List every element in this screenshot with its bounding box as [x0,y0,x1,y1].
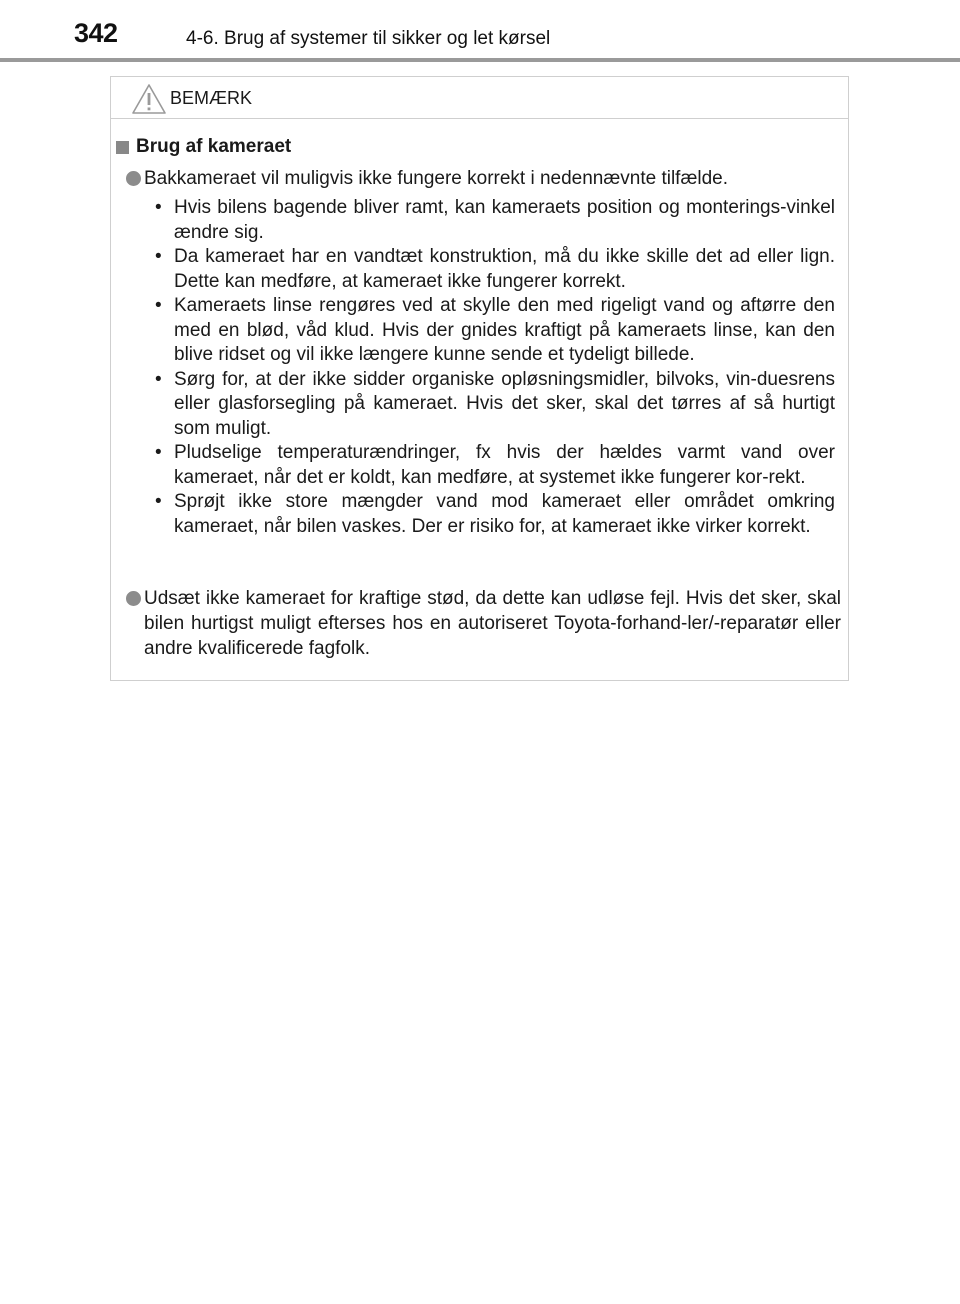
closing-text: Udsæt ikke kameraet for kraftige stød, da dette kan udløse fejl. Hvis det sker, skal bilen hurtigst muligt efterses hos en autoriseret Toyota-forhand-ler/-reparatør eller andre kvalificerede fagfolk. [144,588,841,659]
notice-label: BEMÆRK [170,88,253,108]
subheading-text: Brug af kameraet [136,136,292,157]
list-item: • Sprøjt ikke store mængder vand mod kameraet eller området omkring kameraet, når bilen vaskes. Der er risiko for, at kameraet ikke virker korrekt. [155,490,835,539]
intro-item [126,166,841,191]
section-title: 4-6. Brug af systemer til sikker og let kørsel [186,28,551,49]
list-item: • Pludselige temperaturændringer, fx hvis der hældes varmt vand over kameraet, når det er koldt, kan medføre, at systemet ikke fungerer kor-rekt. [155,441,835,490]
list-item: • Sørg for, at der ikke sidder organiske opløsningsmidler, bilvoks, vin-duesrens eller glasforsegling på kameraet. Hvis det sker, skal det tørres af så hurtigt som muligt. [155,368,835,442]
notice-header [111,77,848,119]
circle-bullet-icon [126,591,141,606]
warning-triangle-icon [131,83,167,115]
notice-box [110,76,849,681]
list-item: • Da kameraet har en vandtæt konstruktion, må du ikke skille det ad eller lign. Dette kan medføre, at kameraet ikke fungerer korrekt. [155,245,835,294]
list-item: • Kameraets linse rengøres ved at skylle den med rigeligt vand og aftørre den med en blød, våd klud. Hvis der gnides kraftigt på kameraets linse, kan den blive ridset og vil ikke længere kunne sende et tydeligt billede. [155,294,835,368]
closing-item [126,586,841,661]
bullet-list [155,196,835,539]
intro-text: Bakkameraet vil muligvis ikke fungere korrekt i nedennævnte tilfælde. [144,168,728,189]
page-header [0,0,960,62]
square-bullet-icon [116,141,129,154]
circle-bullet-icon [126,171,141,186]
subheading [116,136,291,158]
header-divider [0,58,960,62]
list-item: • Hvis bilens bagende bliver ramt, kan kameraets position og monterings-vinkel ændre sig. [155,196,835,245]
page-number: 342 [74,18,118,48]
